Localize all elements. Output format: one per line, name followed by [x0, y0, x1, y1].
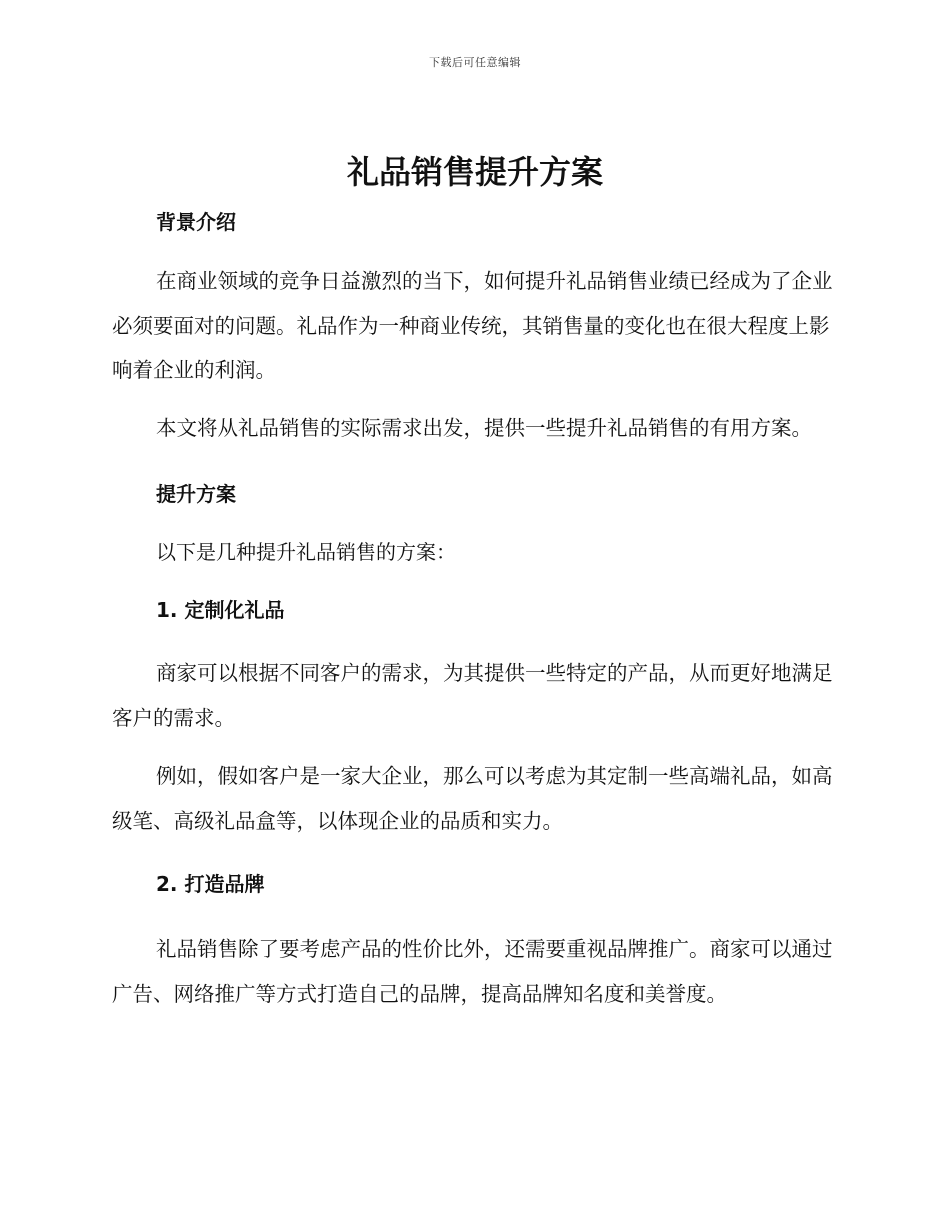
paragraph-plan-intro: 以下是几种提升礼品销售的方案： [156, 540, 456, 564]
section-heading-background: 背景介绍 [156, 210, 236, 234]
paragraph-item2-1: 礼品销售除了要考虑产品的性价比外，还需要重视品牌推广。商家可以通过广告、网络推广等方式打造自己的品牌，提高品牌知名度和美誉度。 [112, 937, 833, 1006]
document-title: 礼品销售提升方案 [346, 153, 603, 191]
section-heading-plan: 提升方案 [156, 482, 236, 506]
paragraph-background-2: 本文将从礼品销售的实际需求出发，提供一些提升礼品销售的有用方案。 [156, 415, 812, 440]
paragraph-background-1: 在商业领域的竞争日益激烈的当下，如何提升礼品销售业绩已经成为了企业必须要面对的问题。礼品作为一种商业传统，其销售量的变化也在很大程度上影响着企业的利润。 [112, 269, 833, 382]
paragraph-item1-2: 例如，假如客户是一家大企业，那么可以考虑为其定制一些高端礼品，如高级笔、高级礼品盒等，以体现企业的品质和实力。 [112, 764, 833, 833]
item-heading-brand-building: 2. 打造品牌 [156, 872, 265, 896]
document-body [112, 205, 834, 1016]
page-header: 下载后可任意编辑 [429, 56, 521, 69]
paragraph-item1-1: 商家可以根据不同客户的需求，为其提供一些特定的产品，从而更好地满足客户的需求。 [112, 661, 833, 730]
item-heading-customized-gifts: 1. 定制化礼品 [156, 598, 285, 622]
